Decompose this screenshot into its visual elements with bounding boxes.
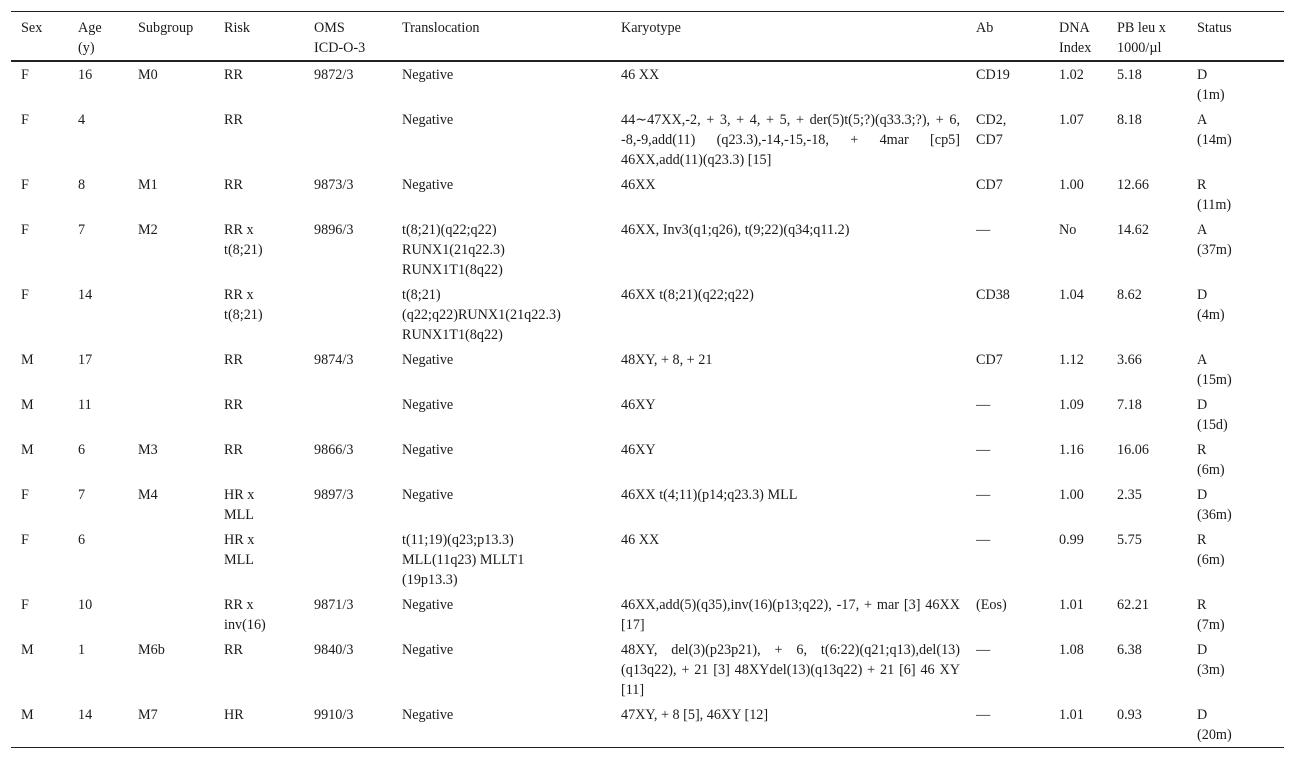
cell-karyotype: 46XX, Inv3(q1;q26), t(9;22)(q34;q11.2) bbox=[621, 222, 850, 238]
column-header-pb: PB leu x 1000/µl bbox=[1117, 20, 1166, 56]
cell-status: R (6m) bbox=[1197, 532, 1225, 568]
table-row bbox=[11, 527, 1284, 592]
cell-oms: 9910/3 bbox=[314, 707, 354, 723]
cell-pb: 16.06 bbox=[1117, 442, 1149, 458]
cell-risk: RR x t(8;21) bbox=[224, 287, 263, 323]
cell-status: A (15m) bbox=[1197, 352, 1232, 388]
cell-age: 11 bbox=[78, 397, 92, 413]
cell-karyotype: 46 XX bbox=[621, 67, 660, 83]
cell-subgroup: M3 bbox=[138, 442, 158, 458]
cell-pb: 14.62 bbox=[1117, 222, 1149, 238]
cell-translocation: t(11;19)(q23;p13.3) MLL(11q23) MLLT1 (19p13.3) bbox=[402, 532, 525, 588]
cell-pb: 62.21 bbox=[1117, 597, 1149, 613]
column-header-status: Status bbox=[1197, 20, 1232, 36]
cell-status: D (3m) bbox=[1197, 642, 1225, 678]
cell-translocation: t(8;21) (q22;q22)RUNX1(21q22.3) RUNX1T1(8q22) bbox=[402, 287, 561, 343]
cell-risk: RR bbox=[224, 352, 243, 368]
cell-karyotype: 47XY, + 8 [5], 46XY [12] bbox=[621, 707, 769, 723]
cell-dna: 1.04 bbox=[1059, 287, 1084, 303]
cell-ab: CD7 bbox=[976, 352, 1003, 368]
table-row bbox=[11, 637, 1284, 702]
cell-dna: 1.01 bbox=[1059, 597, 1084, 613]
cell-dna: 0.99 bbox=[1059, 532, 1084, 548]
cell-status: A (37m) bbox=[1197, 222, 1232, 258]
patient-table bbox=[11, 12, 1284, 747]
cell-risk: RR x inv(16) bbox=[224, 597, 266, 633]
cell-ab: — bbox=[976, 642, 991, 658]
column-header-subgroup: Subgroup bbox=[138, 20, 194, 36]
column-header-karyotype: Karyotype bbox=[621, 20, 681, 36]
table-row bbox=[11, 702, 1284, 747]
cell-karyotype: 44∼47XX,-2, + 3, + 4, + 5, + der(5)t(5;?)(q33.3;?), + 6, -8,-9,add(11) (q23.3),-14,-15,-18, + 4mar [cp5] 46XX,add(11)(q23.3) [15] bbox=[621, 112, 960, 168]
cell-karyotype: 48XY, del(3)(p23p21), + 6, t(6:22)(q21;q13),del(13)(q13q22), + 21 [3] 48XYdel(13)(q13q22) + 21 [6] 46 XY [11] bbox=[621, 642, 960, 698]
cell-dna: 1.01 bbox=[1059, 707, 1084, 723]
cell-subgroup: M0 bbox=[138, 67, 158, 83]
cell-karyotype: 46XY bbox=[621, 397, 656, 413]
cell-translocation: Negative bbox=[402, 67, 454, 83]
table-row bbox=[11, 217, 1284, 282]
column-header-risk: Risk bbox=[224, 20, 251, 36]
cell-karyotype: 46XX,add(5)(q35),inv(16)(p13;q22), -17, + mar [3] 46XX [17] bbox=[621, 597, 960, 633]
cell-oms bbox=[304, 527, 392, 592]
cell-dna: 1.08 bbox=[1059, 642, 1084, 658]
cell-age: 17 bbox=[78, 352, 93, 368]
cell-risk: RR bbox=[224, 442, 243, 458]
cell-age: 4 bbox=[78, 112, 86, 128]
cell-risk: RR bbox=[224, 642, 243, 658]
cell-oms: 9871/3 bbox=[314, 597, 354, 613]
column-header-sex: Sex bbox=[21, 20, 43, 36]
table-row bbox=[11, 347, 1284, 392]
cell-translocation: Negative bbox=[402, 442, 454, 458]
cell-ab: — bbox=[976, 707, 991, 723]
cell-ab: — bbox=[976, 397, 991, 413]
cell-ab: CD38 bbox=[976, 287, 1010, 303]
cell-oms: 9873/3 bbox=[314, 177, 354, 193]
cell-status: D (1m) bbox=[1197, 67, 1225, 103]
table-header bbox=[11, 12, 1284, 61]
cell-age: 16 bbox=[78, 67, 93, 83]
cell-pb: 8.62 bbox=[1117, 287, 1142, 303]
header-row bbox=[11, 12, 1284, 61]
cell-pb: 0.93 bbox=[1117, 707, 1142, 723]
cell-sex: F bbox=[21, 597, 29, 613]
cell-risk: HR x MLL bbox=[224, 532, 255, 568]
patient-table-container bbox=[11, 11, 1284, 748]
cell-translocation: Negative bbox=[402, 487, 454, 503]
cell-subgroup bbox=[128, 527, 214, 592]
cell-sex: M bbox=[21, 397, 34, 413]
cell-subgroup: M6b bbox=[138, 642, 165, 658]
cell-risk: RR bbox=[224, 397, 243, 413]
cell-subgroup bbox=[128, 392, 214, 437]
cell-dna: No bbox=[1059, 222, 1077, 238]
cell-translocation: Negative bbox=[402, 177, 454, 193]
cell-age: 7 bbox=[78, 222, 86, 238]
table-row bbox=[11, 61, 1284, 107]
cell-sex: F bbox=[21, 287, 29, 303]
cell-translocation: Negative bbox=[402, 642, 454, 658]
cell-age: 6 bbox=[78, 442, 86, 458]
cell-subgroup: M1 bbox=[138, 177, 158, 193]
cell-karyotype: 46 XX bbox=[621, 532, 660, 548]
column-header-translocation: Translocation bbox=[402, 20, 480, 36]
cell-oms: 9897/3 bbox=[314, 487, 354, 503]
cell-subgroup: M4 bbox=[138, 487, 158, 503]
cell-sex: F bbox=[21, 112, 29, 128]
cell-status: D (4m) bbox=[1197, 287, 1225, 323]
cell-translocation: Negative bbox=[402, 597, 454, 613]
cell-risk: RR bbox=[224, 67, 243, 83]
cell-ab: CD2, CD7 bbox=[976, 112, 1007, 148]
cell-dna: 1.16 bbox=[1059, 442, 1084, 458]
cell-translocation: Negative bbox=[402, 112, 454, 128]
cell-karyotype: 46XX bbox=[621, 177, 656, 193]
cell-sex: M bbox=[21, 352, 34, 368]
table-body bbox=[11, 61, 1284, 747]
cell-risk: RR x t(8;21) bbox=[224, 222, 263, 258]
cell-sex: F bbox=[21, 487, 29, 503]
cell-sex: F bbox=[21, 177, 29, 193]
column-header-oms: OMS ICD-O-3 bbox=[314, 20, 366, 56]
cell-status: D (20m) bbox=[1197, 707, 1232, 743]
column-header-dna: DNA Index bbox=[1059, 20, 1092, 56]
cell-pb: 6.38 bbox=[1117, 642, 1142, 658]
cell-pb: 8.18 bbox=[1117, 112, 1142, 128]
cell-ab: — bbox=[976, 222, 991, 238]
cell-status: R (7m) bbox=[1197, 597, 1225, 633]
cell-ab: — bbox=[976, 442, 991, 458]
cell-age: 7 bbox=[78, 487, 86, 503]
cell-age: 8 bbox=[78, 177, 86, 193]
cell-translocation: Negative bbox=[402, 352, 454, 368]
cell-oms: 9896/3 bbox=[314, 222, 354, 238]
cell-subgroup bbox=[128, 107, 214, 172]
cell-status: A (14m) bbox=[1197, 112, 1232, 148]
cell-pb: 7.18 bbox=[1117, 397, 1142, 413]
cell-sex: F bbox=[21, 532, 29, 548]
cell-age: 10 bbox=[78, 597, 93, 613]
cell-ab: CD7 bbox=[976, 177, 1003, 193]
table-row bbox=[11, 392, 1284, 437]
cell-sex: M bbox=[21, 707, 34, 723]
table-row bbox=[11, 107, 1284, 172]
cell-oms: 9866/3 bbox=[314, 442, 354, 458]
cell-oms: 9874/3 bbox=[314, 352, 354, 368]
cell-dna: 1.00 bbox=[1059, 177, 1084, 193]
cell-risk: HR bbox=[224, 707, 244, 723]
cell-dna: 1.07 bbox=[1059, 112, 1084, 128]
cell-karyotype: 46XX t(4;11)(p14;q23.3) MLL bbox=[621, 487, 798, 503]
cell-ab: — bbox=[976, 487, 991, 503]
cell-sex: M bbox=[21, 642, 34, 658]
cell-oms: 9840/3 bbox=[314, 642, 354, 658]
cell-pb: 5.18 bbox=[1117, 67, 1142, 83]
column-header-ab: Ab bbox=[976, 20, 994, 36]
cell-age: 14 bbox=[78, 287, 93, 303]
cell-karyotype: 46XY bbox=[621, 442, 656, 458]
cell-status: D (15d) bbox=[1197, 397, 1228, 433]
cell-risk: HR x MLL bbox=[224, 487, 255, 523]
cell-oms bbox=[304, 392, 392, 437]
cell-risk: RR bbox=[224, 177, 243, 193]
table-row bbox=[11, 592, 1284, 637]
cell-dna: 1.00 bbox=[1059, 487, 1084, 503]
cell-karyotype: 46XX t(8;21)(q22;q22) bbox=[621, 287, 754, 303]
cell-karyotype: 48XY, + 8, + 21 bbox=[621, 352, 713, 368]
cell-subgroup bbox=[128, 347, 214, 392]
table-row bbox=[11, 482, 1284, 527]
cell-age: 1 bbox=[78, 642, 86, 658]
table-row bbox=[11, 282, 1284, 347]
cell-sex: F bbox=[21, 222, 29, 238]
cell-ab: — bbox=[976, 532, 991, 548]
column-header-age: Age (y) bbox=[78, 20, 102, 56]
cell-oms: 9872/3 bbox=[314, 67, 354, 83]
cell-subgroup: M7 bbox=[138, 707, 158, 723]
cell-status: D (36m) bbox=[1197, 487, 1232, 523]
cell-subgroup: M2 bbox=[138, 222, 158, 238]
table-row bbox=[11, 172, 1284, 217]
cell-subgroup bbox=[128, 592, 214, 637]
cell-age: 14 bbox=[78, 707, 93, 723]
cell-sex: M bbox=[21, 442, 34, 458]
cell-dna: 1.02 bbox=[1059, 67, 1084, 83]
cell-pb: 2.35 bbox=[1117, 487, 1142, 503]
cell-pb: 5.75 bbox=[1117, 532, 1142, 548]
table-row bbox=[11, 437, 1284, 482]
cell-dna: 1.12 bbox=[1059, 352, 1084, 368]
cell-subgroup bbox=[128, 282, 214, 347]
cell-pb: 3.66 bbox=[1117, 352, 1142, 368]
cell-pb: 12.66 bbox=[1117, 177, 1149, 193]
cell-oms bbox=[304, 107, 392, 172]
cell-translocation: Negative bbox=[402, 397, 454, 413]
cell-sex: F bbox=[21, 67, 29, 83]
cell-ab: CD19 bbox=[976, 67, 1010, 83]
cell-age: 6 bbox=[78, 532, 86, 548]
cell-oms bbox=[304, 282, 392, 347]
cell-translocation: Negative bbox=[402, 707, 454, 723]
cell-dna: 1.09 bbox=[1059, 397, 1084, 413]
cell-risk: RR bbox=[224, 112, 243, 128]
cell-ab: (Eos) bbox=[976, 597, 1007, 613]
cell-status: R (6m) bbox=[1197, 442, 1225, 478]
cell-translocation: t(8;21)(q22;q22) RUNX1(21q22.3) RUNX1T1(8q22) bbox=[402, 222, 505, 278]
cell-status: R (11m) bbox=[1197, 177, 1232, 213]
